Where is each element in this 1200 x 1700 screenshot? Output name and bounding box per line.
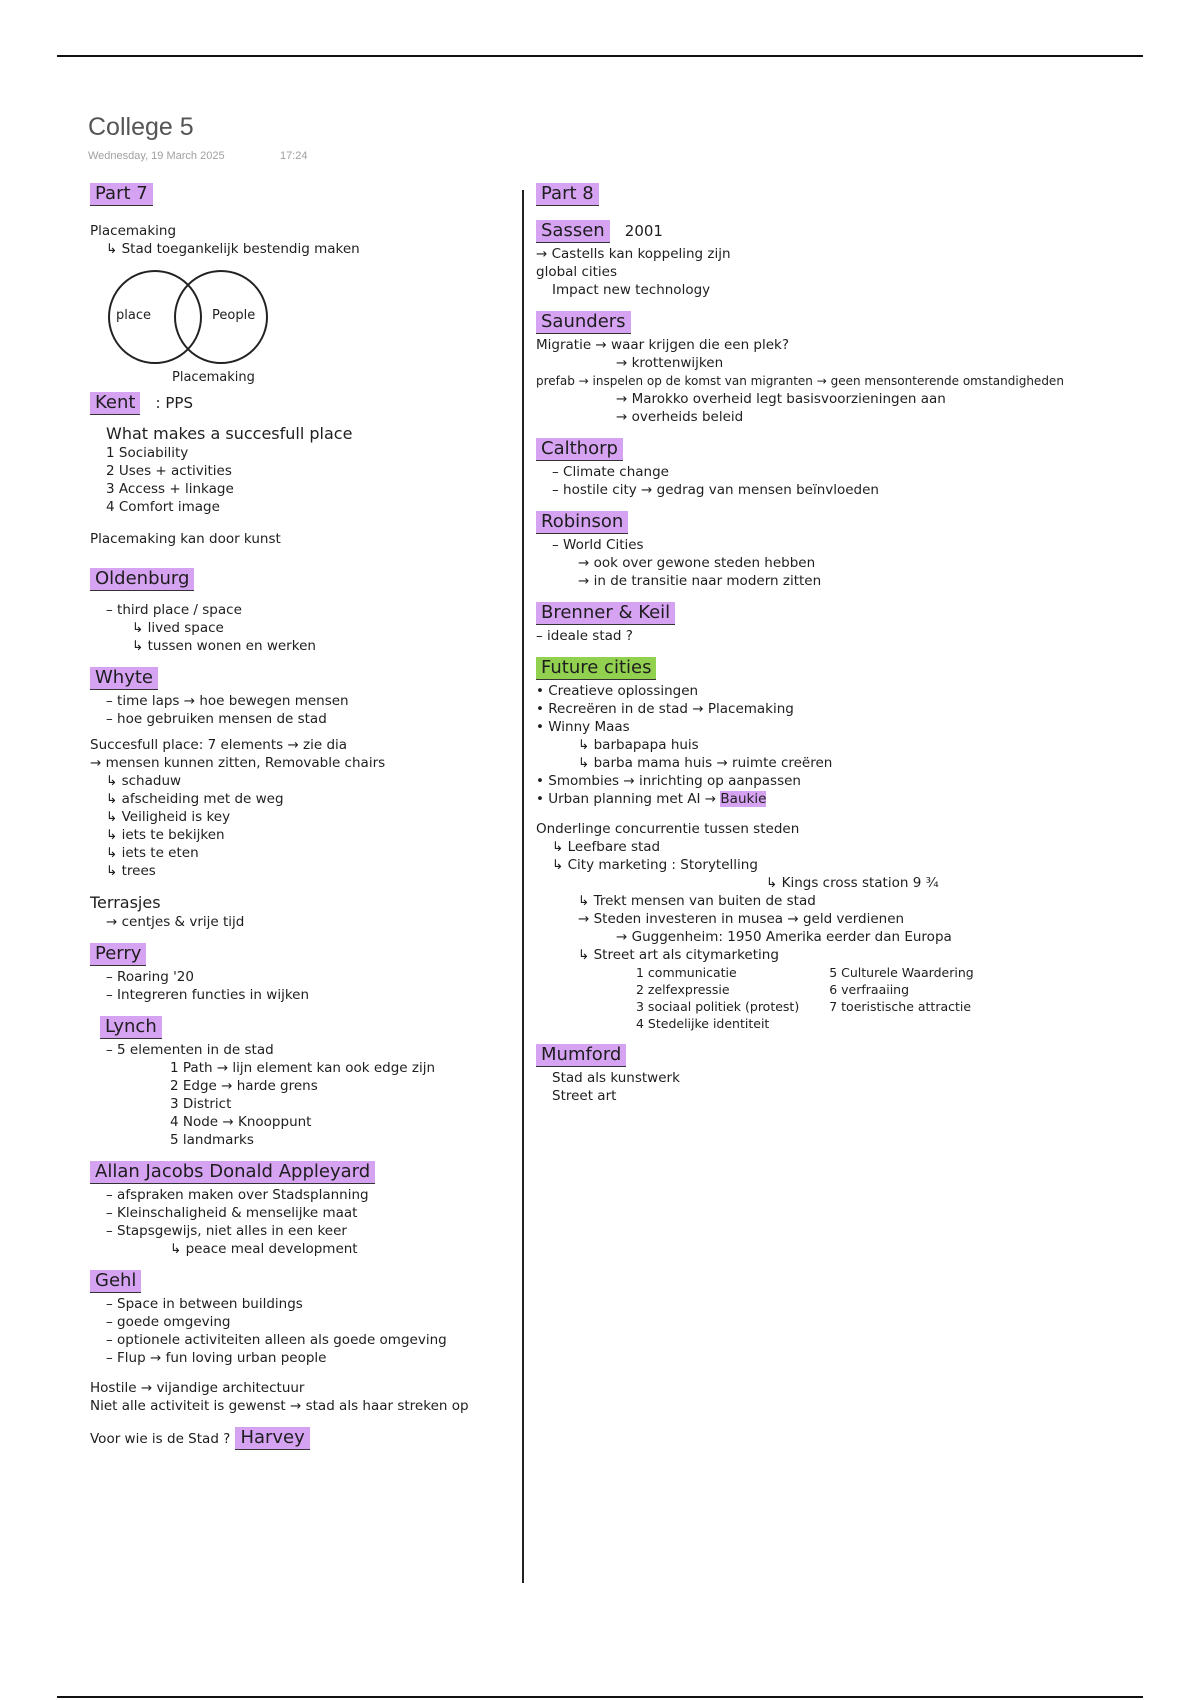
section-appleyard <box>90 1161 518 1258</box>
heading-part7: Part 7 <box>90 183 153 206</box>
section-concurrentie <box>536 820 1146 1032</box>
note-line: Hostile → vijandige architectuur <box>90 1380 305 1396</box>
note-line: 5 landmarks <box>170 1132 254 1148</box>
note-line: ↳ City marketing : Storytelling <box>552 857 758 873</box>
note-line: ↳ barba mama huis → ruimte creëren <box>578 755 833 771</box>
note-line: – Flup → fun loving urban people <box>106 1350 327 1366</box>
page-time: 17:24 <box>280 150 308 162</box>
note-line: Niet alle activiteit is gewenst → stad als haar streken op <box>90 1398 469 1414</box>
note-line: • Winny Maas <box>536 719 630 735</box>
heading-gehl: Gehl <box>90 1270 141 1293</box>
note-line: – goede omgeving <box>106 1314 231 1330</box>
note-line: – optionele activiteiten alleen als goede omgeving <box>106 1332 447 1348</box>
note-line: – afspraken maken over Stadsplanning <box>106 1187 369 1203</box>
note-line: → mensen kunnen zitten, Removable chairs <box>90 755 386 771</box>
note-line: 1 Sociability <box>106 445 189 461</box>
note-line: – time laps → hoe bewegen mensen <box>106 693 349 709</box>
note-line: Stad als kunstwerk <box>552 1070 680 1086</box>
note-line: – hostile city → gedrag van mensen beïnvloeden <box>552 482 879 498</box>
section-gehl <box>90 1270 518 1367</box>
section-brenner <box>536 602 1146 645</box>
heading-calthorp: Calthorp <box>536 438 623 461</box>
list-item: 3 sociaal politiek (protest) <box>636 999 800 1014</box>
section-lynch <box>90 1016 518 1149</box>
note-line: Placemaking <box>90 223 177 239</box>
section-sassen <box>536 220 1146 299</box>
heading-whyte: Whyte <box>90 667 158 690</box>
note-line: – Stapsgewijs, niet alles in een keer <box>106 1223 347 1239</box>
note-line: ↳ iets te eten <box>106 845 199 861</box>
heading-brenner: Brenner & Keil <box>536 602 675 625</box>
note-line: ↳ Kings cross station 9 ¾ <box>766 875 939 891</box>
note-line: – ideale stad ? <box>536 628 633 644</box>
section-calthorp <box>536 438 1146 499</box>
right-column <box>536 183 1146 1117</box>
section-part8 <box>536 183 1146 208</box>
note-line: What makes a succesfull place <box>106 424 353 443</box>
list-item: 2 zelfexpressie <box>636 982 730 997</box>
note-line: 3 District <box>170 1096 232 1112</box>
venn-caption: Placemaking <box>172 370 255 385</box>
venn-label-place: place <box>116 308 151 323</box>
section-hostile <box>90 1379 518 1415</box>
note-line: 4 Comfort image <box>106 499 220 515</box>
section-saunders <box>536 311 1146 426</box>
section-part7 <box>90 183 518 258</box>
list-item: 5 Culturele Waardering <box>829 965 974 980</box>
note-line: – third place / space <box>106 602 242 618</box>
section-oldenburg <box>90 568 518 655</box>
heading-harvey: Harvey <box>235 1427 309 1450</box>
note-line: → ook over gewone steden hebben <box>578 555 816 571</box>
section-robinson <box>536 511 1146 590</box>
section-voor-wie <box>90 1427 518 1452</box>
heading-sassen: Sassen <box>536 220 610 243</box>
note-line: ↳ peace meal development <box>170 1241 358 1257</box>
note-line: → krottenwijken <box>616 355 724 371</box>
note-line: Voor wie is de Stad ? <box>90 1431 231 1447</box>
note-line: – World Cities <box>552 537 644 553</box>
note-line: – Kleinschaligheid & menselijke maat <box>106 1205 358 1221</box>
section-perry <box>90 943 518 1004</box>
heading-part8: Part 8 <box>536 183 599 206</box>
note-line: – Climate change <box>552 464 669 480</box>
note-line: • Creatieve oplossingen <box>536 683 699 699</box>
note-line: ↳ lived space <box>132 620 224 636</box>
note-line: 2 Edge → harde grens <box>170 1078 318 1094</box>
heading-robinson: Robinson <box>536 511 628 534</box>
venn-label-people: People <box>212 308 256 323</box>
note-line: – Roaring '20 <box>106 969 194 985</box>
section-mumford <box>536 1044 1146 1105</box>
section-terrasjes <box>90 892 518 931</box>
note-line: • Smombies → inrichting op aanpassen <box>536 773 801 789</box>
note-line: 2 Uses + activities <box>106 463 232 479</box>
section-kent <box>90 392 518 548</box>
note-line: ↳ barbapapa huis <box>578 737 699 753</box>
note-line: ↳ Trekt mensen van buiten de stad <box>578 893 816 909</box>
note-line: ↳ Street art als citymarketing <box>578 947 779 963</box>
column-divider <box>522 190 524 1583</box>
note-line <box>536 790 1146 808</box>
functions-list-b <box>829 964 973 1032</box>
highlight-baukie: Baukie <box>720 791 767 807</box>
list-item: 6 verfraaiing <box>829 982 910 997</box>
note-line: ↳ tussen wonen en werken <box>132 638 316 654</box>
note-line: Impact new technology <box>552 282 711 298</box>
heading-mumford: Mumford <box>536 1044 626 1067</box>
note-line: – hoe gebruiken mensen de stad <box>106 711 327 727</box>
heading-appleyard: Allan Jacobs Donald Appleyard <box>90 1161 375 1184</box>
note-line: → in de transitie naar modern zitten <box>578 573 822 589</box>
bottom-rule <box>57 1696 1143 1698</box>
note-line: Terrasjes <box>90 893 161 912</box>
list-item: 4 Stedelijke identiteit <box>636 1016 770 1031</box>
section-future <box>536 657 1146 808</box>
heading-kent: Kent <box>90 392 140 415</box>
note-line: 1 Path → lijn element kan ook edge zijn <box>170 1060 436 1076</box>
heading-oldenburg: Oldenburg <box>90 568 194 591</box>
note-line: → overheids beleid <box>616 409 744 425</box>
note-line: Onderlinge concurrentie tussen steden <box>536 821 800 837</box>
note-line: – Space in between buildings <box>106 1296 303 1312</box>
top-rule <box>57 55 1143 57</box>
note-line: prefab → inspelen op de komst van migranten → geen mensonterende omstandigheden <box>536 374 1064 388</box>
note-line: Street art <box>552 1088 617 1104</box>
note-line: ↳ trees <box>106 863 156 879</box>
note-line: ↳ Veiligheid is key <box>106 809 231 825</box>
note-line-text: • Urban planning met AI → <box>536 791 721 807</box>
note-line: • Recreëren in de stad → Placemaking <box>536 701 794 717</box>
page-date: Wednesday, 19 March 2025 <box>88 150 225 162</box>
note-line: → Steden investeren in musea → geld verdienen <box>578 911 905 927</box>
note-line: ↳ iets te bekijken <box>106 827 225 843</box>
left-column <box>90 183 518 1464</box>
note-line: Succesfull place: 7 elements → zie dia <box>90 737 348 753</box>
note-line: 3 Access + linkage <box>106 481 234 497</box>
note-line: ↳ Leefbare stad <box>552 839 661 855</box>
page-title: College 5 <box>88 113 194 141</box>
placemaking-venn-diagram <box>100 270 518 385</box>
note-line: → centjes & vrije tijd <box>106 914 245 930</box>
note-line: → Castells kan koppeling zijn <box>536 246 731 262</box>
note-line: – 5 elementen in de stad <box>106 1042 274 1058</box>
sassen-aside: 2001 <box>624 222 663 240</box>
note-line: ↳ afscheiding met de weg <box>106 791 284 807</box>
heading-perry: Perry <box>90 943 146 966</box>
note-line: 4 Node → Knooppunt <box>170 1114 312 1130</box>
note-line: ↳ schaduw <box>106 773 182 789</box>
heading-saunders: Saunders <box>536 311 631 334</box>
note-line: ↳ Stad toegankelijk bestendig maken <box>106 241 360 257</box>
list-item: 7 toeristische attractie <box>829 999 972 1014</box>
functions-list-a <box>636 964 799 1032</box>
note-line: → Marokko overheid legt basisvoorzieningen aan <box>616 391 946 407</box>
heading-future: Future cities <box>536 657 656 680</box>
note-line: Placemaking kan door kunst <box>90 531 281 547</box>
note-line: – Integreren functies in wijken <box>106 987 310 1003</box>
note-line: Migratie → waar krijgen die een plek? <box>536 337 790 353</box>
section-whyte <box>90 667 518 880</box>
kent-aside: : PPS <box>155 394 193 412</box>
note-line: global cities <box>536 264 618 280</box>
list-item: 1 communicatie <box>636 965 737 980</box>
note-line: → Guggenheim: 1950 Amerika eerder dan Europa <box>616 929 952 945</box>
heading-lynch: Lynch <box>100 1016 162 1039</box>
street-art-functions <box>536 964 1146 1032</box>
